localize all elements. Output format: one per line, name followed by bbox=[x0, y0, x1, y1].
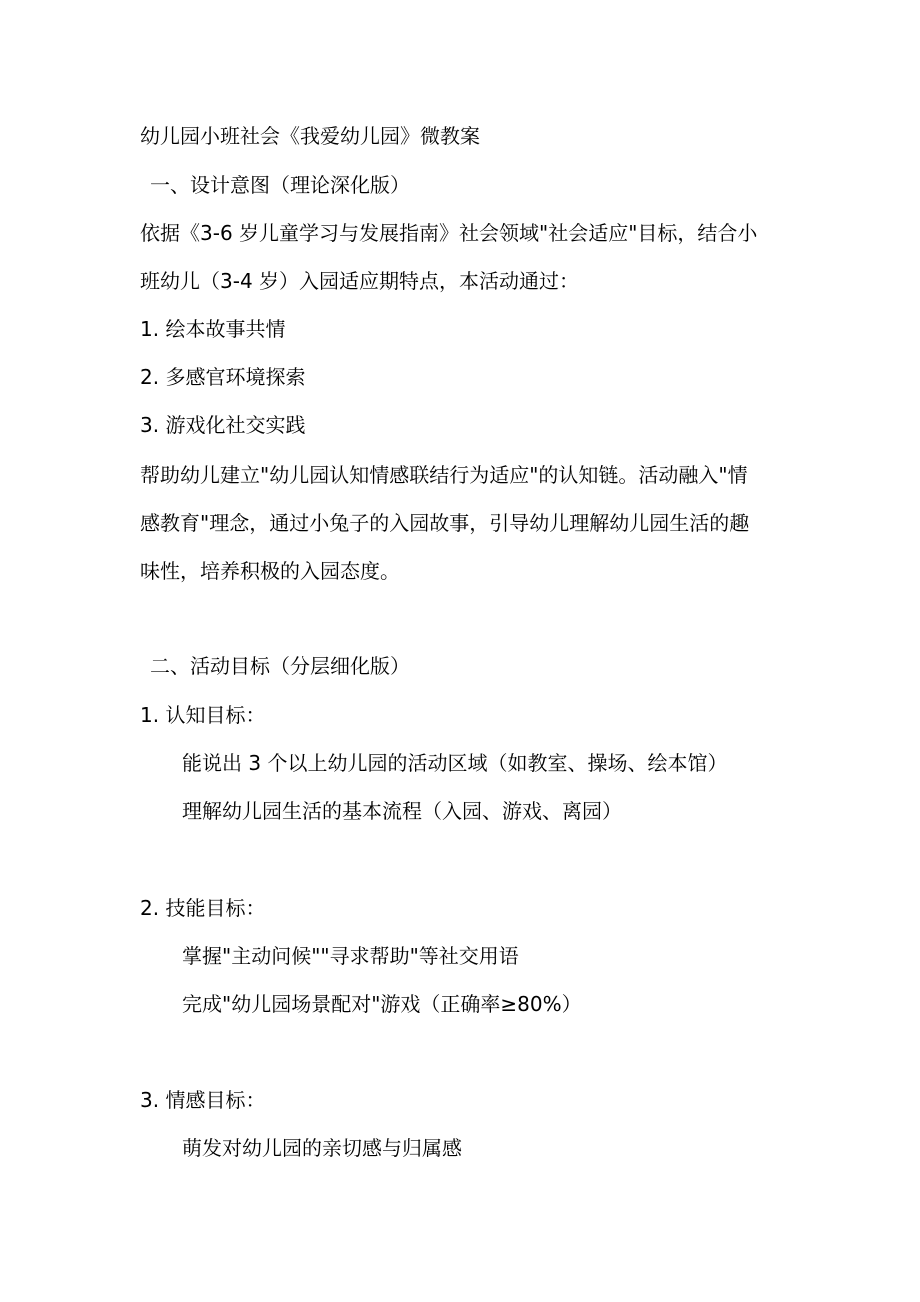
section-1-intro-line-1: 依据《3-6 岁儿童学习与发展指南》社会领域"社会适应"目标，结合小 bbox=[140, 221, 758, 245]
goal-emotion-point-1: 萌发对幼儿园的亲切感与归属感 bbox=[182, 1136, 462, 1160]
goal-skill-point-1: 掌握"主动问候""寻求帮助"等社交用语 bbox=[182, 944, 519, 968]
goal-cognitive-point-2: 理解幼儿园生活的基本流程（入园、游戏、离园） bbox=[182, 799, 622, 823]
section-1-heading: 一、设计意图（理论深化版） bbox=[150, 173, 410, 197]
method-list-item-1: 1. 绘本故事共情 bbox=[140, 317, 286, 341]
goal-cognitive-label: 1. 认知目标： bbox=[140, 703, 266, 727]
goal-cognitive-point-1: 能说出 3 个以上幼儿园的活动区域（如教室、操场、绘本馆） bbox=[182, 751, 728, 775]
document-title: 幼儿园小班社会《我爱幼儿园》微教案 bbox=[140, 124, 480, 148]
section-1-paragraph-line-2: 感教育"理念，通过小兔子的入园故事，引导幼儿理解幼儿园生活的趣 bbox=[140, 511, 750, 535]
goal-emotion-label: 3. 情感目标： bbox=[140, 1088, 266, 1112]
goal-skill-label: 2. 技能目标： bbox=[140, 896, 266, 920]
goal-skill-point-2: 完成"幼儿园场景配对"游戏（正确率≥80%） bbox=[182, 992, 582, 1016]
section-2-heading: 二、活动目标（分层细化版） bbox=[150, 654, 410, 678]
section-1-intro-line-2: 班幼儿（3-4 岁）入园适应期特点，本活动通过： bbox=[140, 269, 580, 293]
method-list-item-2: 2. 多感官环境探索 bbox=[140, 365, 306, 389]
method-list-item-3: 3. 游戏化社交实践 bbox=[140, 413, 306, 437]
section-1-paragraph-line-1: 帮助幼儿建立"幼儿园认知情感联结行为适应"的认知链。活动融入"情 bbox=[140, 463, 748, 487]
section-1-paragraph-line-3: 味性，培养积极的入园态度。 bbox=[140, 559, 400, 583]
